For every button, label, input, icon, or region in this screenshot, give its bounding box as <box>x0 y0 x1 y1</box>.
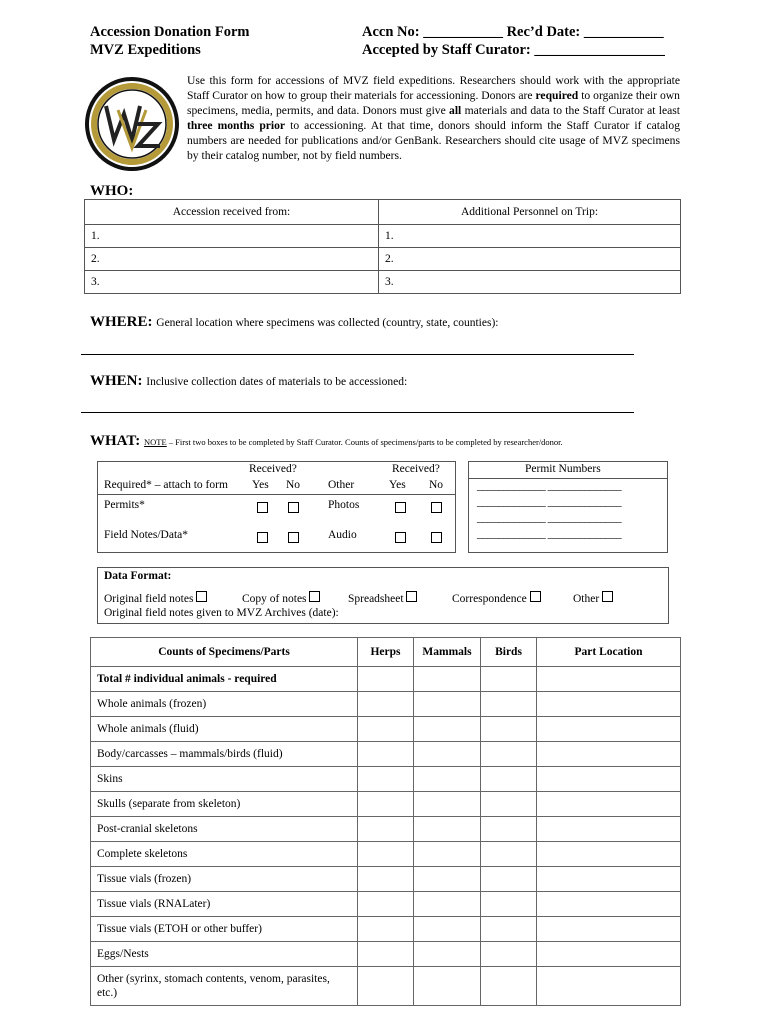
count-row-label: Total # individual animals - required <box>91 667 358 692</box>
table-row <box>91 967 681 1006</box>
count-cell-birds[interactable] <box>481 792 537 817</box>
received-from-1[interactable]: 1. <box>85 225 379 248</box>
permit-line-2[interactable]: _____________ ______________ <box>477 496 622 508</box>
photos-no-checkbox[interactable] <box>431 502 442 513</box>
counts-header-mammals: Mammals <box>414 638 481 667</box>
count-row-label: Skins <box>91 767 358 792</box>
count-cell-birds[interactable] <box>481 842 537 867</box>
photos-yes-checkbox[interactable] <box>395 502 406 513</box>
yes-label-1: Yes <box>252 479 269 491</box>
where-section <box>90 314 498 331</box>
count-row-label: Post-cranial skeletons <box>91 817 358 842</box>
when-heading: WHEN: <box>90 373 143 389</box>
who-heading: WHO: <box>90 183 134 199</box>
table-row <box>85 248 681 271</box>
table-row <box>91 817 681 842</box>
data-format-correspondence[interactable]: Correspondence <box>452 591 541 605</box>
table-row <box>91 767 681 792</box>
data-format-original[interactable]: Original field notes <box>104 591 207 605</box>
personnel-3[interactable]: 3. <box>379 271 681 294</box>
table-row <box>85 225 681 248</box>
original-notes-checkbox[interactable] <box>196 591 207 602</box>
form-subtitle: MVZ Expeditions <box>90 42 201 58</box>
table-row <box>91 942 681 967</box>
count-cell-mammals[interactable] <box>414 717 481 742</box>
counts-table <box>90 637 681 1006</box>
count-row-label: Skulls (separate from skeleton) <box>91 792 358 817</box>
count-cell-herps[interactable] <box>358 817 414 842</box>
photos-label: Photos <box>328 499 360 511</box>
count-cell-birds[interactable] <box>481 817 537 842</box>
counts-header-herps: Herps <box>358 638 414 667</box>
count-cell-birds[interactable] <box>481 667 537 692</box>
where-input-line[interactable] <box>81 354 634 355</box>
audio-label: Audio <box>328 529 357 541</box>
data-format-copy[interactable]: Copy of notes <box>242 591 320 605</box>
count-cell-mammals[interactable] <box>414 892 481 917</box>
count-cell-herps[interactable] <box>358 867 414 892</box>
count-cell-part-location[interactable] <box>537 792 681 817</box>
fieldnotes-yes-checkbox[interactable] <box>257 532 268 543</box>
audio-no-checkbox[interactable] <box>431 532 442 543</box>
data-format-heading: Data Format: <box>104 570 172 582</box>
counts-header-part-location: Part Location <box>537 638 681 667</box>
count-cell-herps[interactable] <box>358 742 414 767</box>
count-cell-mammals[interactable] <box>414 792 481 817</box>
count-cell-mammals[interactable] <box>414 767 481 792</box>
permits-no-checkbox[interactable] <box>288 502 299 513</box>
archives-date-label: Original field notes given to MVZ Archives (date): <box>104 607 339 619</box>
copy-notes-checkbox[interactable] <box>309 591 320 602</box>
who-col-received-from: Accession received from: <box>85 200 379 225</box>
count-cell-mammals[interactable] <box>414 917 481 942</box>
data-format-other[interactable]: Other <box>573 591 613 605</box>
count-cell-mammals[interactable] <box>414 742 481 767</box>
count-cell-birds[interactable] <box>481 967 537 1006</box>
count-row-label: Other (syrinx, stomach contents, venom, parasites, etc.) <box>91 967 358 1006</box>
note-label: NOTE <box>144 437 167 447</box>
form-title: Accession Donation Form <box>90 24 250 40</box>
when-section <box>90 373 407 390</box>
count-cell-herps[interactable] <box>358 917 414 942</box>
count-cell-mammals[interactable] <box>414 967 481 1006</box>
count-cell-part-location[interactable] <box>537 892 681 917</box>
count-cell-herps[interactable] <box>358 967 414 1006</box>
count-cell-mammals[interactable] <box>414 942 481 967</box>
count-row-label: Complete skeletons <box>91 842 358 867</box>
count-row-label: Tissue vials (frozen) <box>91 867 358 892</box>
count-cell-herps[interactable] <box>358 667 414 692</box>
count-cell-birds[interactable] <box>481 942 537 967</box>
count-row-label: Tissue vials (RNALater) <box>91 892 358 917</box>
count-row-label: Tissue vials (ETOH or other buffer) <box>91 917 358 942</box>
count-cell-birds[interactable] <box>481 917 537 942</box>
count-cell-birds[interactable] <box>481 692 537 717</box>
count-cell-herps[interactable] <box>358 942 414 967</box>
what-heading: WHAT: <box>90 433 141 449</box>
count-cell-part-location[interactable] <box>537 917 681 942</box>
count-cell-birds[interactable] <box>481 892 537 917</box>
count-cell-part-location[interactable] <box>537 867 681 892</box>
count-cell-herps[interactable] <box>358 767 414 792</box>
data-format-spreadsheet[interactable]: Spreadsheet <box>348 591 417 605</box>
staff-curator-field[interactable]: Accepted by Staff Curator: __________________ <box>362 42 665 58</box>
count-cell-herps[interactable] <box>358 692 414 717</box>
count-cell-herps[interactable] <box>358 842 414 867</box>
received-label-2: Received? <box>392 463 440 475</box>
no-label-2: No <box>429 479 444 491</box>
where-instructions: General location where specimens was collected (country, state, counties): <box>156 317 499 329</box>
count-cell-mammals[interactable] <box>414 692 481 717</box>
count-row-label: Whole animals (fluid) <box>91 717 358 742</box>
received-from-2[interactable]: 2. <box>85 248 379 271</box>
count-cell-mammals[interactable] <box>414 842 481 867</box>
count-cell-part-location[interactable] <box>537 842 681 867</box>
count-row-label: Eggs/Nests <box>91 942 358 967</box>
permit-numbers-heading: Permit Numbers <box>525 463 601 475</box>
permit-divider <box>468 478 667 479</box>
intro-paragraph: Use this form for accessions of MVZ field expeditions. Researchers should work with the appropriate Staff Curator on how to group their materials for accessioning. Donors are required to organize their own specimens, media, permits, and data. Donors must give all materials and data to the Staff Curator at least three months prior to accessioning. At that time, donors should inform the Staff Curator if catalog numbers are needed for publications and/or GenBank. Researchers should cite usage of MVZ specimens by their catalog number, not by field numbers. <box>187 74 680 162</box>
permits-yes-checkbox[interactable] <box>257 502 268 513</box>
count-cell-part-location[interactable] <box>537 967 681 1006</box>
other-label: Other <box>328 479 355 491</box>
received-label-1: Received? <box>249 463 297 475</box>
table-row <box>91 692 681 717</box>
counts-header-birds: Birds <box>481 638 537 667</box>
table-row <box>91 742 681 767</box>
count-cell-birds[interactable] <box>481 867 537 892</box>
received-from-3[interactable]: 3. <box>85 271 379 294</box>
who-col-additional-personnel: Additional Personnel on Trip: <box>379 200 681 225</box>
permits-label: Permits* <box>104 499 145 511</box>
count-cell-part-location[interactable] <box>537 692 681 717</box>
mvz-logo <box>84 76 180 172</box>
table-row <box>91 792 681 817</box>
table-row <box>91 717 681 742</box>
what-section <box>90 433 563 450</box>
table-row <box>91 842 681 867</box>
permit-line-3[interactable]: _____________ ______________ <box>477 512 622 524</box>
count-cell-mammals[interactable] <box>414 667 481 692</box>
count-cell-part-location[interactable] <box>537 717 681 742</box>
table-row <box>91 667 681 692</box>
permit-line-4[interactable]: _____________ ______________ <box>477 528 622 540</box>
count-cell-part-location[interactable] <box>537 667 681 692</box>
fieldnotes-no-checkbox[interactable] <box>288 532 299 543</box>
table-row <box>91 917 681 942</box>
count-cell-part-location[interactable] <box>537 942 681 967</box>
where-heading: WHERE: <box>90 314 153 330</box>
count-cell-part-location[interactable] <box>537 817 681 842</box>
count-cell-part-location[interactable] <box>537 742 681 767</box>
count-cell-mammals[interactable] <box>414 867 481 892</box>
table-row <box>91 867 681 892</box>
other-checkbox[interactable] <box>602 591 613 602</box>
count-cell-herps[interactable] <box>358 717 414 742</box>
received-divider <box>97 494 455 495</box>
table-row <box>91 892 681 917</box>
no-label-1: No <box>286 479 301 491</box>
what-note: – First two boxes to be completed by Staff Curator. Counts of specimens/parts to be completed by researcher/donor. <box>166 437 563 447</box>
personnel-1[interactable]: 1. <box>379 225 681 248</box>
when-input-line[interactable] <box>81 412 634 413</box>
personnel-2[interactable]: 2. <box>379 248 681 271</box>
who-table <box>84 199 681 294</box>
count-cell-birds[interactable] <box>481 742 537 767</box>
accession-number-field[interactable]: Accn No: ___________ Rec’d Date: ___________ <box>362 24 664 40</box>
table-row <box>85 271 681 294</box>
count-cell-mammals[interactable] <box>414 817 481 842</box>
correspondence-checkbox[interactable] <box>530 591 541 602</box>
yes-label-2: Yes <box>389 479 406 491</box>
count-cell-birds[interactable] <box>481 767 537 792</box>
counts-header-specimens: Counts of Specimens/Parts <box>91 638 358 667</box>
count-row-label: Whole animals (frozen) <box>91 692 358 717</box>
count-cell-herps[interactable] <box>358 792 414 817</box>
spreadsheet-checkbox[interactable] <box>406 591 417 602</box>
count-cell-birds[interactable] <box>481 717 537 742</box>
permit-line-1[interactable]: _____________ ______________ <box>477 480 622 492</box>
count-cell-part-location[interactable] <box>537 767 681 792</box>
count-row-label: Body/carcasses – mammals/birds (fluid) <box>91 742 358 767</box>
audio-yes-checkbox[interactable] <box>395 532 406 543</box>
when-instructions: Inclusive collection dates of materials to be accessioned: <box>146 376 408 388</box>
required-label: Required* – attach to form <box>104 479 228 491</box>
count-cell-herps[interactable] <box>358 892 414 917</box>
field-notes-label: Field Notes/Data* <box>104 529 188 541</box>
